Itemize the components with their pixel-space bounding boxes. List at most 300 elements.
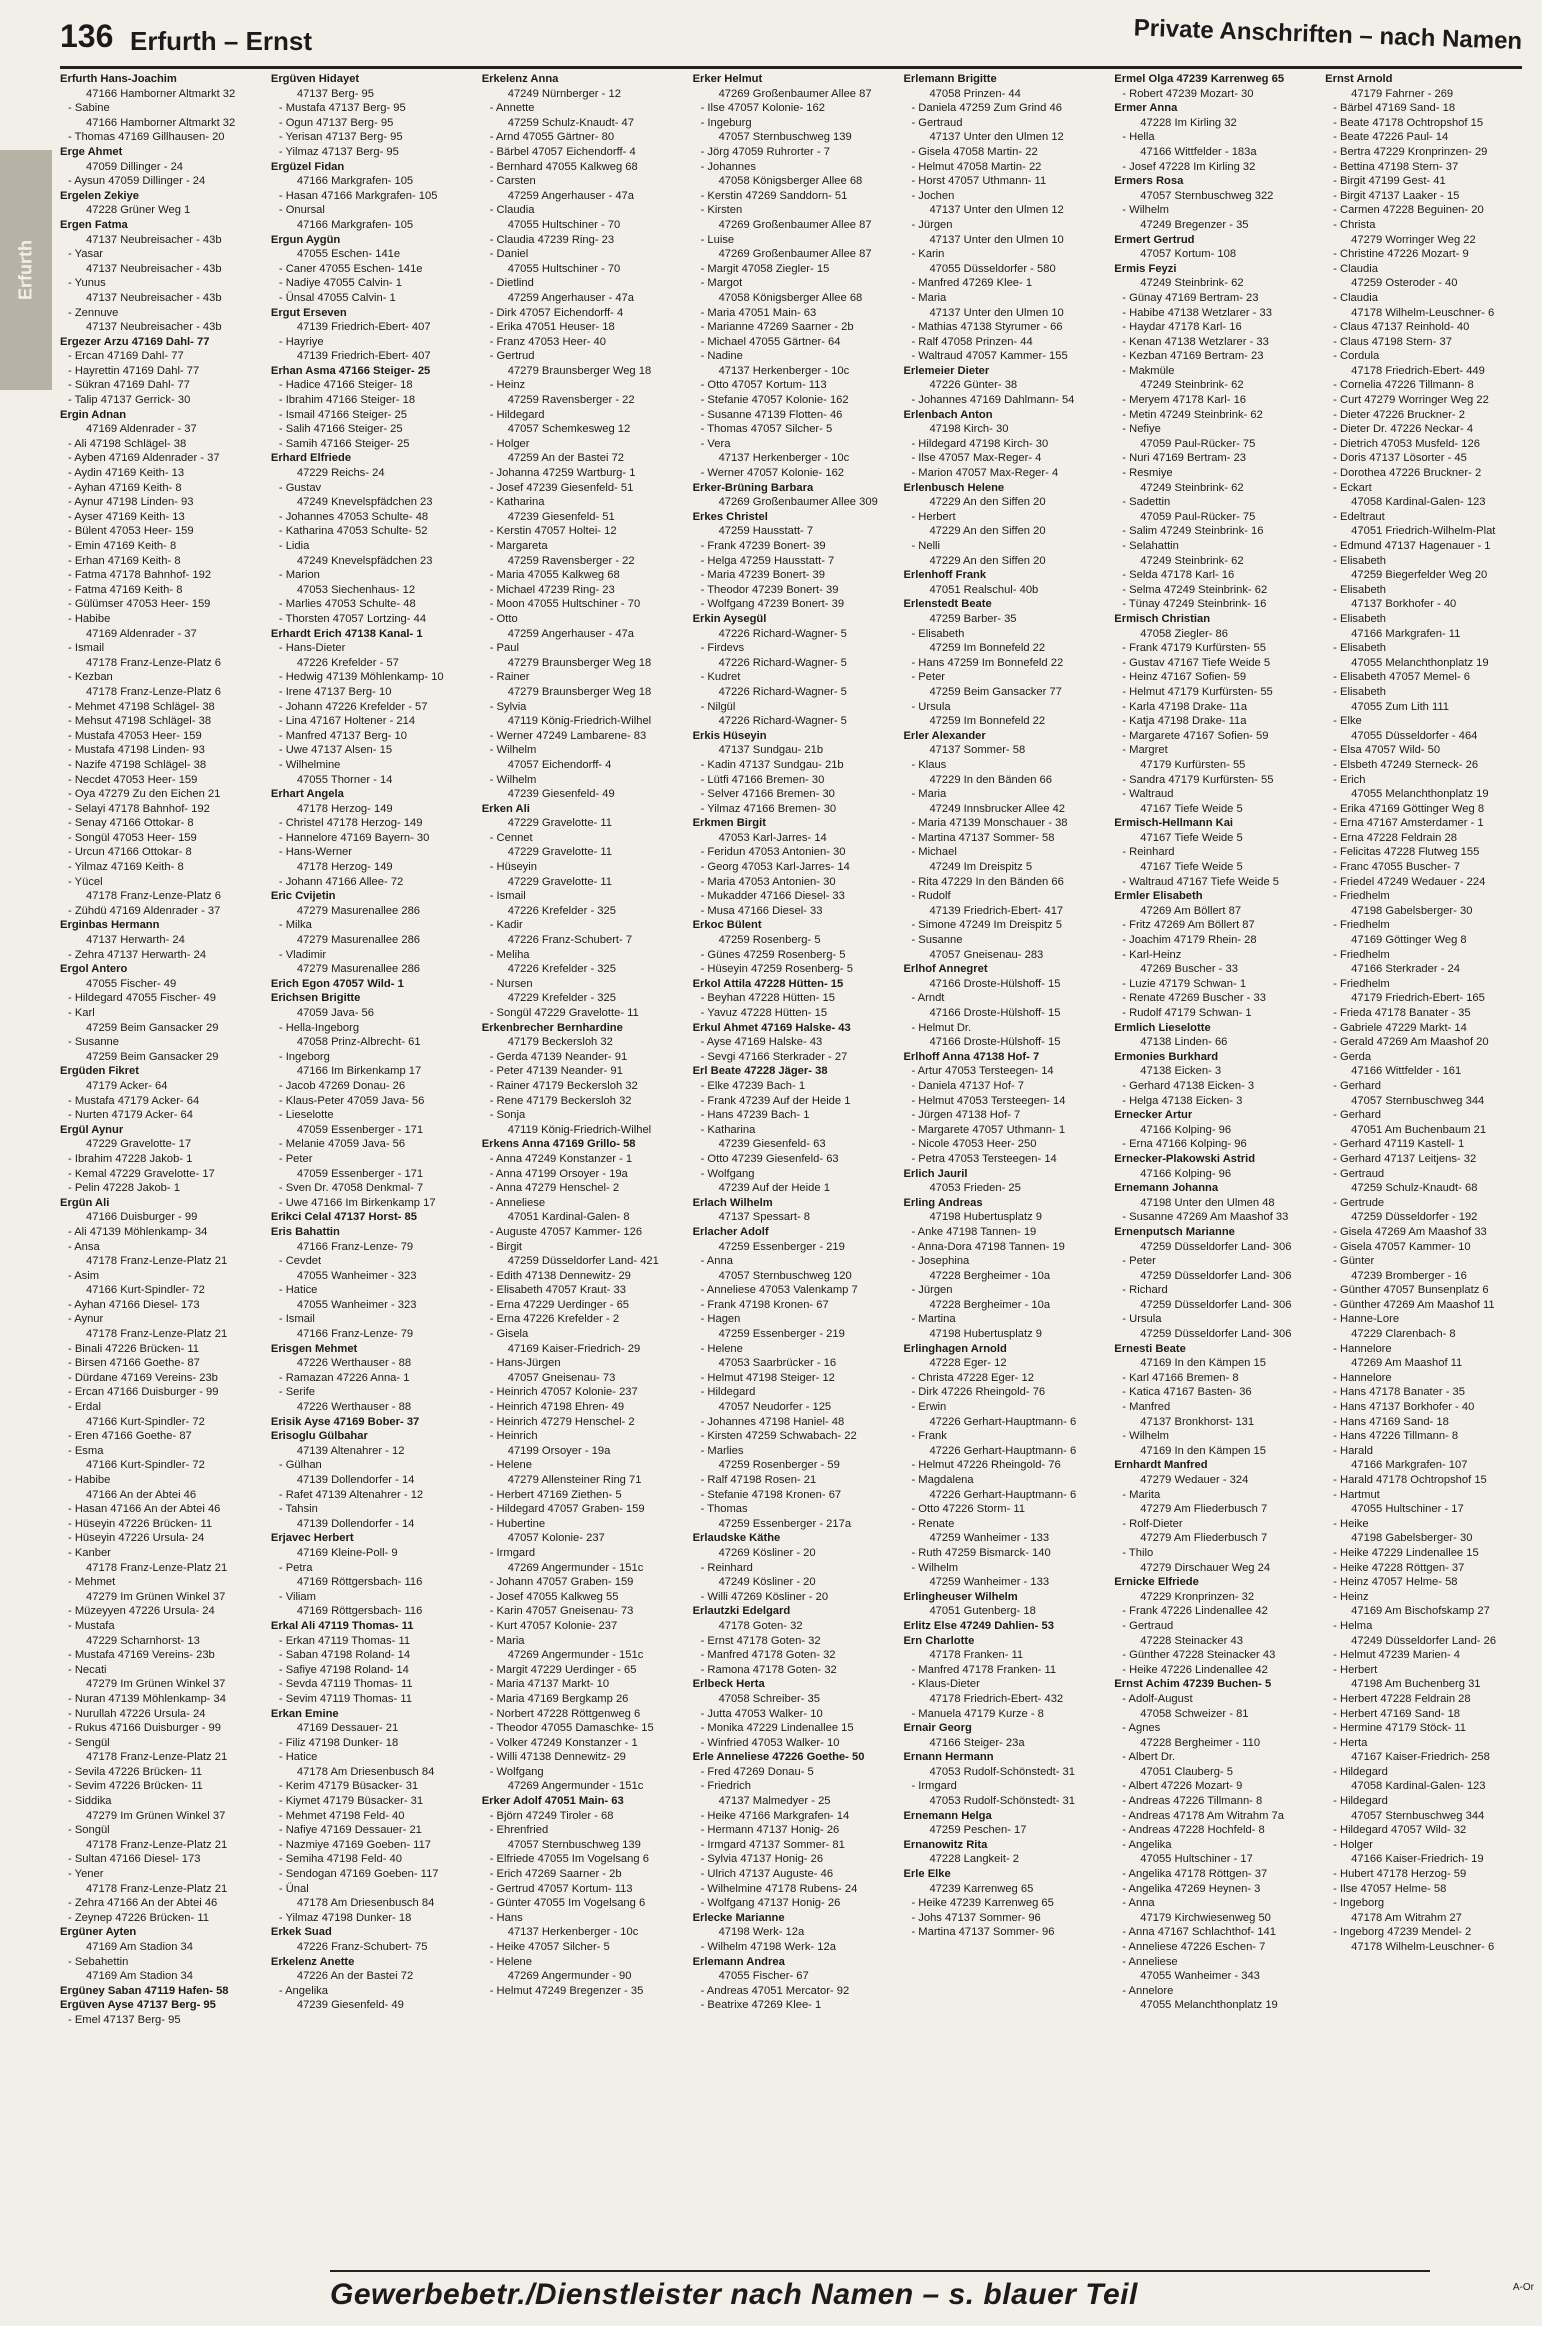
entry-surname: Erker Helmut	[692, 73, 763, 85]
entry-person: - Mustafa 47198 Linden- 93	[68, 744, 205, 757]
entry-address: 47178 Wilhelm-Leuschner- 6	[1351, 306, 1495, 319]
entry-surname: Ermers Rosa	[1114, 175, 1184, 188]
entry-person: - Yunus	[68, 277, 106, 290]
entry-address: 47051 Gutenberg- 18	[929, 1605, 1036, 1618]
entry-address: 47259 Barber- 35	[929, 612, 1017, 625]
entry-person: - Gülhan	[278, 1459, 322, 1472]
entry-address: 47137 Berg- 95	[296, 87, 374, 100]
entry-person: - Elsbeth 47249 Sterneck- 26	[1333, 758, 1479, 771]
entry-address: 47058 Kardinal-Galen- 123	[1351, 1780, 1486, 1793]
entry-person: - Felicitas 47228 Flutweg 155	[1333, 846, 1480, 859]
entry-person: - Heike 47239 Karrenweg 65	[911, 1897, 1054, 1910]
entry-address: 47178 Franz-Lenze-Platz 6	[86, 685, 221, 698]
entry-address: 47058 Schreiber- 35	[718, 1692, 820, 1705]
entry-person: - Maria 47169 Bergkamp 26	[489, 1692, 629, 1705]
entry-person: - Luzie 47179 Schwan- 1	[1122, 977, 1247, 990]
entry-address: 47228 Im Kirling 32	[1140, 116, 1237, 129]
entry-person: - Christa 47228 Eger- 12	[911, 1371, 1034, 1384]
entry-person: - Richard	[1122, 1284, 1168, 1297]
entry-person: - Habibe	[68, 1474, 111, 1486]
entry-person: - Zennuve	[68, 306, 119, 319]
entry-person: - Heike 47057 Silcher- 5	[489, 1941, 610, 1953]
entry-surname: Erfurth Hans-Joachim	[60, 73, 177, 85]
entry-address: 47198 Kirch- 30	[929, 423, 1009, 436]
entry-person: - Tahsin	[278, 1503, 318, 1516]
entry-person: - Irmgard	[489, 1546, 536, 1559]
entry-person: - Filiz 47198 Dunker- 18	[278, 1736, 399, 1749]
entry-address: 47279 Allensteiner Ring 71	[507, 1474, 642, 1486]
entry-address: 47055 Wanheimer - 343	[1140, 1970, 1260, 1983]
entry-surname: Erlhoff Anna 47138 Hof- 7	[903, 1050, 1040, 1063]
entry-address: 47053 Rudolf-Schönstedt- 31	[929, 1795, 1075, 1808]
entry-person: - Simone 47249 Im Dreispitz 5	[911, 919, 1062, 932]
entry-address: 47239 Auf der Heide 1	[718, 1182, 830, 1195]
entry-person: - Anneliese 47226 Eschen- 7	[1122, 1941, 1266, 1953]
page-number: 136	[60, 18, 114, 54]
entry-person: - Emin 47169 Keith- 8	[68, 540, 177, 552]
entry-person: - Lütfi 47166 Bremen- 30	[700, 773, 825, 786]
entry-person: - Ursula	[911, 700, 951, 713]
entry-person: - Kanber	[68, 1546, 111, 1559]
directory-column	[1325, 72, 1530, 2252]
entry-person: - Günter 47055 Im Vogelsang 6	[489, 1897, 646, 1910]
entry-person: - Franc 47055 Buscher- 7	[1333, 861, 1461, 874]
entry-address: 47053 Saarbrücker - 16	[718, 1357, 837, 1370]
entry-person: - Birgit 47199 Gest- 41	[1333, 175, 1446, 188]
entry-address: 47198 Gabelsberger- 30	[1351, 1532, 1473, 1545]
entry-person: - Helmut 47226 Rheingold- 76	[911, 1459, 1061, 1472]
entry-person: - Wilhelmine	[278, 758, 341, 771]
entry-address: 47137 Neubreisacher - 43b	[86, 233, 222, 246]
entry-address: 47178 Franz-Lenze-Platz 21	[86, 1838, 228, 1851]
entry-surname: Ernemann Johanna	[1114, 1182, 1219, 1195]
entry-surname: Erlemann Brigitte	[903, 73, 997, 85]
entry-person: - Lieselotte	[278, 1109, 334, 1122]
entry-person: - Hans	[489, 1911, 523, 1924]
entry-surname: Ernecker Artur	[1114, 1109, 1193, 1122]
entry-address: 47279 Am Fliederbusch 7	[1140, 1532, 1268, 1545]
entry-address: 47228 Grüner Weg 1	[86, 204, 191, 217]
entry-person: - Müzeyyen 47226 Ursula- 24	[68, 1605, 215, 1618]
entry-address: 47249 Bregenzer - 35	[1140, 218, 1249, 231]
entry-person: - Onursal	[278, 204, 325, 217]
entry-person: - Artur 47053 Tersteegen- 14	[911, 1065, 1054, 1078]
entry-address: 47279 Braunsberger Weg 18	[507, 685, 652, 698]
entry-person: - Dieter 47226 Bruckner- 2	[1333, 408, 1465, 421]
entry-address: 47055 Melanchthonplatz 19	[1351, 788, 1489, 801]
entry-address: 47137 Spessart- 8	[718, 1211, 811, 1224]
entry-address: 47058 Prinz-Albrecht- 61	[296, 1036, 421, 1049]
entry-person: - Susanne 47269 Am Maashof 33	[1122, 1211, 1289, 1224]
entry-person: - Margret	[1122, 744, 1168, 757]
entry-person: - Sadettin	[1122, 496, 1171, 509]
entry-address: 47259 Peschen- 17	[929, 1824, 1027, 1837]
entry-person: - Milka	[278, 919, 312, 932]
entry-person: - Gustav	[278, 481, 322, 494]
entry-address: 47166 Droste-Hülshoff- 15	[929, 1036, 1061, 1049]
entry-person: - Kadin 47137 Sundgau- 21b	[700, 758, 844, 771]
entry-address: 47169 Aldenrader - 37	[86, 627, 197, 640]
entry-person: - Lidia	[278, 540, 310, 552]
entry-address: 47137 Unter den Ulmen 12	[929, 131, 1064, 144]
entry-person: - Albert Dr.	[1122, 1751, 1176, 1764]
entry-person: - Wilhelm	[1122, 204, 1169, 217]
entry-surname: Ergüven Hidayet	[270, 73, 360, 85]
entry-address: 47166 Wittfelder - 161	[1351, 1065, 1462, 1078]
entry-person: - Harald	[1333, 1444, 1373, 1457]
entry-person: - Annette	[489, 102, 535, 115]
entry-surname: Erlaudske Käthe	[692, 1532, 781, 1545]
entry-address: 47249 Düsseldorfer Land- 26	[1351, 1634, 1497, 1647]
entry-address: 47138 Linden- 66	[1140, 1036, 1228, 1049]
entry-person: - Bülent 47053 Heer- 159	[68, 525, 194, 538]
entry-address: 47059 Paul-Rücker- 75	[1140, 510, 1256, 523]
entry-address: 47259 Angerhauser - 47a	[507, 189, 634, 202]
entry-person: - Fatma 47169 Keith- 8	[68, 583, 183, 596]
entry-address: 47169 Am Stadion 34	[86, 1970, 193, 1983]
entry-person: - Nilgül	[700, 700, 736, 713]
entry-address: 47166 Franz-Lenze- 79	[296, 1328, 414, 1341]
entry-person: - Katharina	[489, 496, 545, 509]
entry-address: 47055 Thorner - 14	[296, 773, 393, 786]
entry-person: - Gerhard	[1333, 1109, 1382, 1122]
entry-address: 47169 Aldenrader - 37	[86, 423, 197, 436]
entry-person: - Irmgard 47137 Sommer- 81	[700, 1838, 845, 1851]
entry-person: - Helmut 47198 Steiger- 12	[700, 1371, 835, 1384]
entry-person: - Heinz	[489, 379, 526, 392]
entry-person: - Volker 47249 Konstanzer - 1	[489, 1736, 638, 1749]
entry-person: - Hasan 47166 An der Abtei 46	[68, 1503, 221, 1516]
entry-address: 47179 Kirchwiesenweg 50	[1140, 1911, 1271, 1924]
entry-person: - Theodor 47239 Bonert- 39	[700, 583, 839, 596]
entry-person: - Eren 47166 Goethe- 87	[68, 1430, 192, 1443]
entry-person: - Viliam	[278, 1590, 316, 1603]
entry-person: - Ayser 47169 Keith- 13	[68, 510, 185, 523]
entry-surname: Ergüney Saban 47119 Hafen- 58	[60, 1984, 229, 1997]
entry-person: - Maria	[489, 1634, 525, 1647]
entry-person: - Hildegard	[1333, 1795, 1388, 1808]
entry-person: - Helmut Dr.	[911, 1021, 972, 1034]
entry-person: - Fatma 47178 Bahnhof- 192	[68, 569, 212, 582]
entry-surname: Erkoc Bülent	[692, 919, 762, 932]
entry-person: - Herbert 47169 Ziethen- 5	[489, 1488, 622, 1501]
entry-person: - Aynur 47198 Linden- 93	[68, 496, 194, 509]
entry-person: - Helene	[700, 1342, 743, 1355]
entry-person: - Nuran 47139 Möhlenkamp- 34	[68, 1692, 226, 1705]
entry-person: - Maria	[911, 291, 947, 304]
entry-address: 47055 Hultschiner - 17	[1140, 1853, 1253, 1866]
directory-column	[60, 72, 265, 2252]
entry-person: - Sevgi 47166 Sterkrader - 27	[700, 1050, 848, 1063]
entry-surname: Ernair Georg	[903, 1722, 972, 1735]
entry-person: - Maria 47053 Antonien- 30	[700, 875, 836, 888]
entry-address: 47226 Richard-Wagner- 5	[718, 656, 847, 669]
entry-address: 47249 Steinbrink- 62	[1140, 554, 1244, 567]
entry-address: 47259 Essenberger - 219	[718, 1328, 845, 1341]
entry-surname: Erker-Brüning Barbara	[692, 481, 814, 494]
entry-address: 47279 Im Grünen Winkel 37	[86, 1678, 226, 1691]
entry-address: 47249 Kösliner - 20	[718, 1576, 816, 1589]
directory-columns	[60, 72, 1530, 2252]
entry-person: - Kiymet 47179 Büsacker- 31	[278, 1795, 424, 1808]
entry-address: 47166 Franz-Lenze- 79	[296, 1240, 414, 1253]
entry-person: - Hella-Ingeborg	[278, 1021, 360, 1034]
entry-person: - Yilmaz 47137 Berg- 95	[278, 145, 399, 158]
entry-address: 47137 Herkenberger - 10c	[507, 1926, 639, 1939]
entry-address: 47055 Melanchthonplatz 19	[1351, 656, 1489, 669]
entry-person: - Elisabeth 47057 Kraut- 33	[489, 1284, 626, 1297]
entry-person: - Hubertine	[489, 1517, 546, 1530]
entry-address: 47269 Großenbaumer Allee 87	[718, 218, 872, 231]
entry-address: 47269 Großenbaumer Allee 309	[718, 496, 878, 509]
entry-person: - Adolf-August	[1122, 1692, 1193, 1705]
entry-person: - Kenan 47138 Wetzlarer - 33	[1122, 335, 1269, 348]
entry-person: - Auguste 47057 Kammer- 126	[489, 1225, 643, 1238]
entry-person: - Elisabeth	[1333, 685, 1387, 698]
entry-address: 47249 Steinbrink- 62	[1140, 481, 1244, 494]
entry-person: - Kadir	[489, 919, 523, 932]
entry-person: - Semiha 47198 Feld- 40	[278, 1853, 402, 1866]
entry-person: - Angelika 47178 Röttgen- 37	[1122, 1868, 1268, 1881]
entry-person: - Stefanie 47057 Kolonie- 162	[700, 394, 849, 407]
entry-address: 47259 Essenberger - 217a	[718, 1517, 852, 1530]
entry-person: - Selayi 47178 Bahnhof- 192	[68, 802, 210, 815]
entry-person: - Rafet 47139 Altenahrer - 12	[278, 1488, 424, 1501]
entry-person: - Hermine 47179 Stöck- 11	[1333, 1722, 1467, 1735]
entry-person: - Ali 47198 Schlägel- 38	[68, 437, 187, 450]
entry-person: - Ramona 47178 Goten- 32	[700, 1663, 837, 1676]
entry-person: - Christel 47178 Herzog- 149	[278, 817, 423, 830]
entry-person: - Waltraud 47057 Kammer- 155	[911, 350, 1068, 363]
entry-person: - Zehra 47166 An der Abtei 46	[68, 1897, 218, 1910]
entry-person: - Hildegard	[489, 408, 545, 421]
entry-person: - Katja 47198 Drake- 11a	[1122, 715, 1247, 728]
entry-person: - Sendogan 47169 Goeben- 117	[278, 1868, 439, 1881]
entry-address: 47239 Giesenfeld- 51	[507, 510, 615, 523]
entry-address: 47137 Unter den Ulmen 10	[929, 306, 1064, 319]
entry-person: - Mehmet 47198 Schlägel- 38	[68, 700, 215, 713]
entry-person: - Anna	[700, 1255, 733, 1268]
entry-address: 47119 König-Friedrich-Wilhel	[507, 1123, 652, 1136]
entry-person: - Johannes 47198 Haniel- 48	[700, 1415, 845, 1428]
entry-person: - Hans-Werner	[278, 846, 353, 859]
entry-person: - Gisela 47058 Martin- 22	[911, 145, 1038, 158]
entry-person: - Zühdü 47169 Aldenrader - 37	[68, 904, 221, 917]
entry-person: - Heinrich 47279 Henschel- 2	[489, 1415, 635, 1428]
entry-person: - Erna 47226 Krefelder - 2	[489, 1313, 620, 1326]
entry-person: - Yilmaz 47166 Bremen- 30	[700, 802, 837, 815]
entry-address: 47228 Steinacker 43	[1140, 1634, 1243, 1647]
entry-person: - Rolf-Dieter	[1122, 1517, 1183, 1530]
entry-person: - Beatrixe 47269 Klee- 1	[700, 1999, 822, 2012]
entry-surname: Erkal Ali 47119 Thomas- 11	[270, 1619, 414, 1632]
entry-person: - Luise	[700, 233, 735, 246]
entry-person: - Songül	[68, 1824, 110, 1837]
entry-person: - Anna 47279 Henschel- 2	[489, 1182, 620, 1195]
entry-address: 47178 Am Driesenbusch 84	[296, 1765, 435, 1778]
entry-address: 47058 Kardinal-Galen- 123	[1351, 496, 1486, 509]
entry-person: - Elisabeth	[1333, 642, 1387, 655]
entry-address: 47259 Essenberger - 219	[718, 1240, 845, 1253]
entry-person: - Mathias 47138 Styrumer - 66	[911, 321, 1063, 334]
entry-person: - Gisela 47269 Am Maashof 33	[1333, 1225, 1487, 1238]
entry-person: - Yilmaz 47198 Dunker- 18	[278, 1911, 412, 1924]
entry-person: - Hubert 47178 Herzog- 59	[1333, 1868, 1467, 1881]
entry-person: - Heinrich	[489, 1430, 538, 1443]
entry-person: - Edmund 47137 Hagenauer - 1	[1333, 540, 1491, 552]
entry-person: - Christine 47226 Mozart- 9	[1333, 248, 1469, 261]
entry-person: - Hildegard	[1333, 1765, 1388, 1778]
entry-person: - Katica 47167 Basten- 36	[1122, 1386, 1252, 1399]
entry-person: - Friedrich	[700, 1780, 751, 1793]
entry-address: 47198 Werk- 12a	[718, 1926, 805, 1939]
entry-person: - Habibe 47138 Wetzlarer - 33	[1122, 306, 1272, 319]
entry-person: - Margot	[700, 277, 743, 290]
entry-address: 47178 Franz-Lenze-Platz 6	[86, 890, 221, 903]
entry-person: - Erich 47269 Saarner - 2b	[489, 1868, 622, 1881]
entry-person: - Mehmet 47198 Feld- 40	[278, 1809, 405, 1822]
entry-person: - Kirsten	[700, 204, 743, 217]
entry-address: 47198 Gabelsberger- 30	[1351, 904, 1473, 917]
entry-person: - Mustafa	[68, 1619, 115, 1632]
entry-person: - Paul	[489, 642, 519, 655]
entry-person: - Manuela 47179 Kurze - 8	[911, 1707, 1044, 1720]
entry-person: - Wilhelmine 47178 Rubens- 24	[700, 1882, 858, 1895]
entry-person: - Songül 47229 Gravelotte- 11	[489, 1007, 639, 1019]
entry-surname: Ergüden Fikret	[60, 1065, 139, 1078]
entry-person: - Thorsten 47057 Lortzing- 44	[278, 612, 427, 625]
entry-address: 47057 Sternbuschweg 322	[1140, 189, 1274, 202]
entry-address: 47057 Sternbuschweg 120	[718, 1269, 852, 1282]
entry-surname: Ernesti Beate	[1114, 1342, 1186, 1355]
entry-address: 47269 Großenbaumer Allee 87	[718, 87, 872, 100]
entry-address: 47166 Droste-Hülshoff- 15	[929, 1007, 1061, 1019]
entry-person: - Selma 47249 Steinbrink- 62	[1122, 583, 1268, 596]
entry-person: - Heike 47166 Markgrafen- 14	[700, 1809, 850, 1822]
entry-person: - Hans 47169 Sand- 18	[1333, 1415, 1449, 1428]
entry-address: 47179 Acker- 64	[86, 1079, 168, 1092]
entry-person: - Sabine	[68, 102, 110, 115]
entry-person: - Robert 47239 Mozart- 30	[1122, 87, 1254, 100]
entry-address: 47279 Dirschauer Weg 24	[1140, 1561, 1271, 1574]
entry-address: 47166 Kurt-Spindler- 72	[86, 1284, 205, 1297]
entry-address: 47166 Droste-Hülshoff- 15	[929, 977, 1061, 990]
entry-address: 47137 Neubreisacher - 43b	[86, 321, 222, 334]
entry-person: - Ünsal 47055 Calvin- 1	[278, 291, 396, 304]
entry-person: - Elisabeth	[1333, 612, 1387, 625]
entry-address: 47229 Krefelder - 325	[507, 992, 616, 1005]
entry-address: 47239 Giesenfeld- 49	[507, 788, 615, 801]
entry-person: - Saban 47198 Roland- 14	[278, 1649, 411, 1662]
entry-address: 47259 Schulz-Knaudt- 68	[1351, 1182, 1478, 1195]
entry-person: - Hannelore	[1333, 1342, 1392, 1355]
entry-person: - Dietlind	[489, 277, 534, 290]
entry-person: - Reinhard	[700, 1561, 753, 1574]
entry-address: 47259 Im Bonnefeld 22	[929, 715, 1046, 728]
entry-person: - Ruth 47259 Bismarck- 140	[911, 1546, 1051, 1559]
entry-person: - Gerhard 47119 Kastell- 1	[1333, 1138, 1465, 1151]
entry-person: - Wolfgang	[489, 1765, 544, 1778]
entry-address: 47169 In den Kämpen 15	[1140, 1357, 1266, 1370]
entry-person: - Rita 47229 In den Bänden 66	[911, 875, 1064, 888]
entry-person: - Karl 47166 Bremen- 8	[1122, 1371, 1239, 1384]
entry-person: - Yener	[68, 1868, 104, 1881]
entry-person: - Ilse 47057 Kolonie- 162	[700, 102, 825, 115]
entry-person: - Helene	[489, 1459, 533, 1472]
entry-address: 47259 Osteroder - 40	[1351, 277, 1458, 290]
entry-person: - Salih 47166 Steiger- 25	[278, 423, 403, 436]
entry-person: - Zeynep 47226 Brücken- 11	[68, 1911, 209, 1924]
entry-person: - Helene	[489, 1955, 533, 1968]
entry-person: - Sylvia 47137 Honig- 26	[700, 1853, 824, 1866]
entry-surname: Erkis Hüseyin	[692, 729, 767, 742]
entry-person: - Gülümser 47053 Heer- 159	[68, 598, 211, 611]
entry-address: 47279 Masurenallee 286	[296, 934, 421, 947]
entry-person: - Willi 47269 Kösliner - 20	[700, 1590, 829, 1603]
entry-address: 47167 Tiefe Weide 5	[1140, 802, 1243, 815]
entry-person: - Gerda	[1333, 1050, 1372, 1063]
entry-person: - Günes 47259 Rosenberg- 5	[700, 948, 846, 961]
entry-address: 47053 Siechenhaus- 12	[296, 583, 416, 596]
entry-address: 47169 Am Bischofskamp 27	[1351, 1605, 1490, 1618]
entry-person: - Michael	[911, 846, 957, 859]
entry-person: - Ingeborg 47239 Mendel- 2	[1333, 1926, 1472, 1939]
entry-person: - Heinz 47057 Helme- 58	[1333, 1576, 1458, 1589]
entry-person: - Sengül	[68, 1736, 110, 1749]
entry-surname: Ermert Gertrud	[1114, 233, 1195, 246]
entry-address: 47226 Franz-Schubert- 75	[296, 1941, 428, 1953]
entry-person: - Nicole 47053 Heer- 250	[911, 1138, 1037, 1151]
entry-person: - Herbert	[1333, 1663, 1378, 1676]
entry-person: - Michael 47055 Gärtner- 64	[700, 335, 841, 348]
entry-person: - Ercan 47166 Duisburger - 99	[68, 1386, 219, 1399]
entry-person: - Ilse 47057 Max-Reger- 4	[911, 452, 1042, 465]
entry-person: - Petra 47053 Tersteegen- 14	[911, 1152, 1057, 1165]
entry-address: 47166 Wittfelder - 183a	[1140, 145, 1257, 158]
entry-surname: Erkes Christel	[692, 510, 768, 523]
entry-person: - Peter	[911, 671, 946, 684]
entry-person: - Heike 47228 Röttgen- 37	[1333, 1561, 1465, 1574]
entry-person: - Ralf 47058 Prinzen- 44	[911, 335, 1033, 348]
entry-person: - Helga 47138 Eicken- 3	[1122, 1094, 1243, 1107]
entry-person: - Elisabeth	[911, 627, 965, 640]
entry-person: - Andreas 47228 Hochfeld- 8	[1122, 1824, 1265, 1837]
entry-address: 47058 Königsberger Allee 68	[718, 291, 863, 304]
entry-person: - Franz 47053 Heer- 40	[489, 335, 607, 348]
entry-address: 47166 Im Birkenkamp 17	[296, 1065, 422, 1078]
entry-address: 47226 Krefelder - 325	[507, 904, 616, 917]
entry-surname: Erlach Wilhelm	[692, 1196, 773, 1209]
entry-person: - Günter	[1333, 1255, 1375, 1268]
entry-address: 47058 Königsberger Allee 68	[718, 175, 863, 188]
entry-person: - Martina 47137 Sommer- 58	[911, 831, 1055, 844]
entry-person: - Senay 47166 Ottokar- 8	[68, 817, 194, 830]
entry-address: 47137 Malmedyer - 25	[718, 1795, 831, 1808]
entry-address: 47259 Hausstatt- 7	[718, 525, 814, 538]
entry-address: 47178 Franz-Lenze-Platz 21	[86, 1751, 228, 1764]
entry-address: 47169 Kaiser-Friedrich- 29	[507, 1342, 641, 1355]
entry-person: - Necdet 47053 Heer- 159	[68, 773, 198, 786]
entry-address: 47269 Angermunder - 90	[507, 1970, 632, 1983]
entry-person: - Sultan 47166 Diesel- 173	[68, 1853, 201, 1866]
entry-address: 47169 Dessauer- 21	[296, 1722, 399, 1735]
entry-surname: Ermler Elisabeth	[1114, 890, 1203, 903]
entry-address: 47229 An den Siffen 20	[929, 496, 1046, 509]
entry-address: 47259 Ravensberger - 22	[507, 554, 635, 567]
entry-person: - Manfred 47178 Franken- 11	[911, 1663, 1057, 1676]
entry-person: - Waltraud	[1122, 788, 1174, 801]
entry-person: - Otto 47239 Giesenfeld- 63	[700, 1152, 839, 1165]
